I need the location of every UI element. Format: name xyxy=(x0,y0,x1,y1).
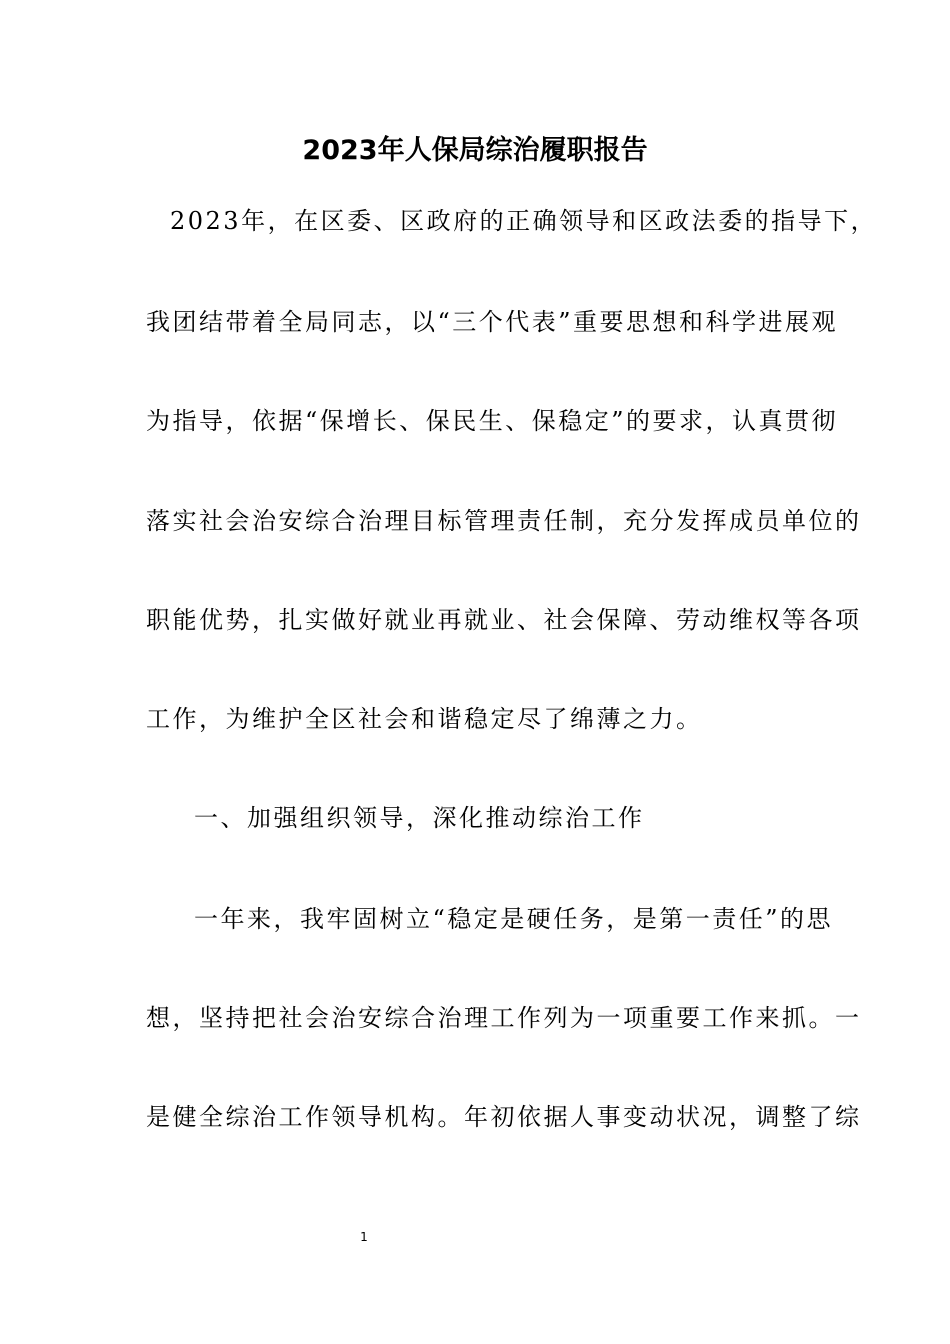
paragraph-line: 为指导，依据“保增长、保民生、保稳定”的要求，认真贯彻 xyxy=(146,407,839,435)
section-heading: 一、加强组织领导，深化推动综治工作 xyxy=(194,804,645,832)
paragraph-line: 一年来，我牢固树立“稳定是硬任务，是第一责任”的思 xyxy=(194,905,834,933)
paragraph-line: 我团结带着全局同志，以“三个代表”重要思想和科学进展观 xyxy=(146,308,839,336)
paragraph-line: 落实社会治安综合治理目标管理责任制，充分发挥成员单位的 xyxy=(146,507,862,535)
paragraph-line: 想，坚持把社会治安综合治理工作列为一项重要工作来抓。一 xyxy=(146,1004,862,1032)
paragraph-line: 职能优势，扎实做好就业再就业、社会保障、劳动维权等各项 xyxy=(146,606,862,634)
paragraph-line: 2023年，在区委、区政府的正确领导和区政法委的指导下， xyxy=(170,207,878,235)
page-number: 1 xyxy=(360,1230,368,1244)
paragraph-line: 工作，为维护全区社会和谐稳定尽了绵薄之力。 xyxy=(146,705,703,733)
document-title: 2023年人保局综治履职报告 xyxy=(302,135,648,166)
paragraph-line: 是健全综治工作领导机构。年初依据人事变动状况，调整了综 xyxy=(146,1103,862,1131)
